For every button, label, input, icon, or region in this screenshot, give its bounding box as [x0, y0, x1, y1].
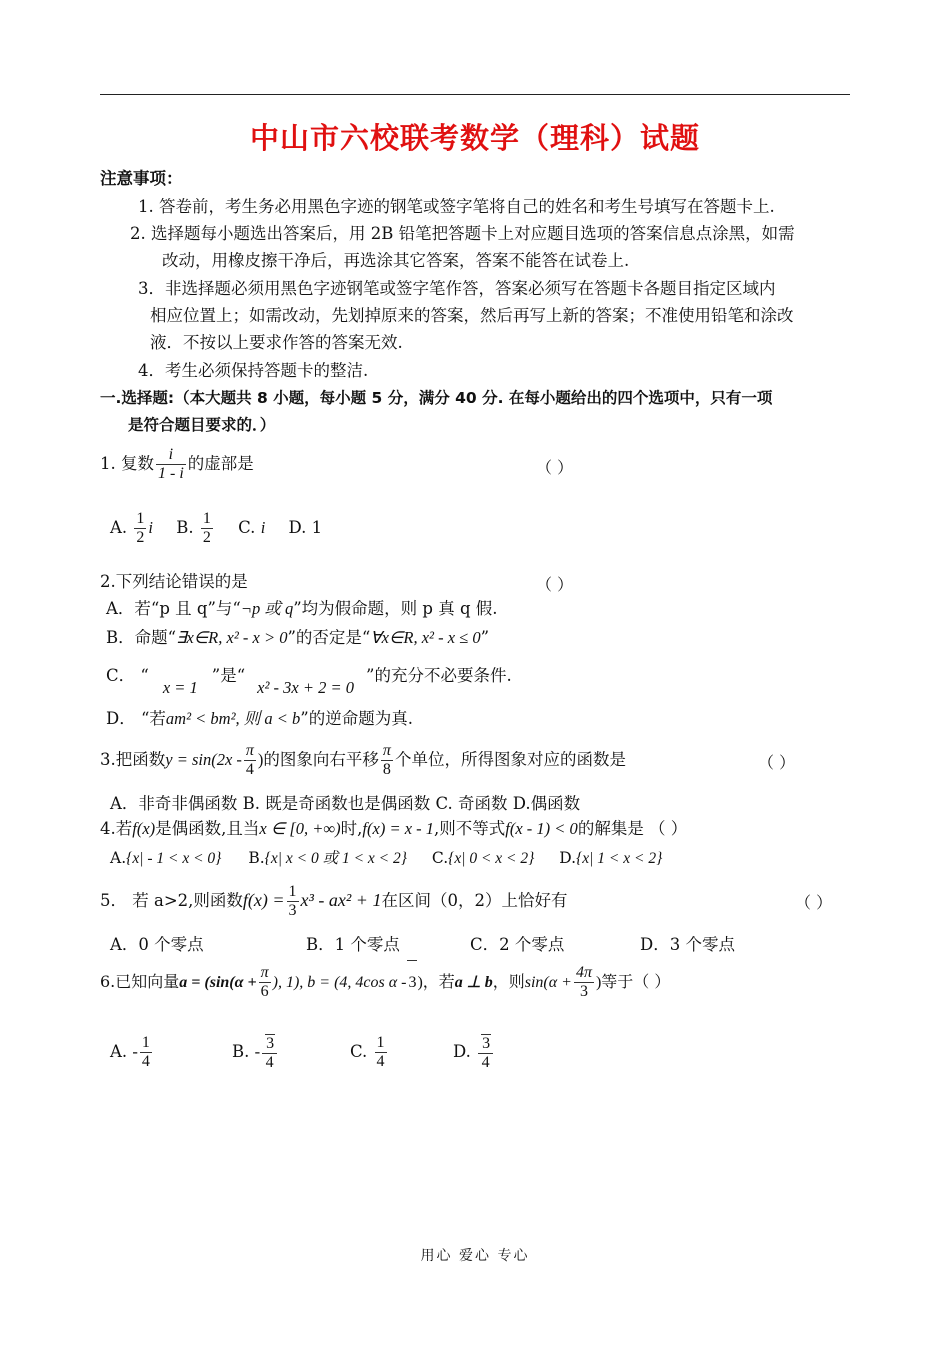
q6-option-b — [232, 1030, 279, 1074]
q4-stem-m3: f(x) = x - 1 — [362, 819, 435, 838]
q2-option-c — [106, 658, 512, 697]
q6-opt-d-label: D. — [453, 1042, 471, 1061]
q2-d-pre: D． “若 — [106, 709, 166, 728]
q6-frac1-num: π — [260, 964, 269, 981]
q3-frac1-num: π — [245, 742, 254, 759]
q6-opt-b-num: 3 — [266, 1034, 275, 1052]
q5-func-post: x³ - ax² + 1 — [300, 890, 382, 910]
q6-opt-d-frac — [478, 1034, 493, 1072]
q5-option-c: C．2 个零点 — [470, 935, 565, 954]
q2-b-pre: B．命题“ — [106, 628, 177, 647]
notice-item-3-cont: 相应位置上；如需改动，先划掉原来的答案，然后再写上新的答案；不准使用铅笔和涂改 — [150, 306, 794, 325]
q4-opt-b-math: {x| x < 0 或 1 < x < 2} — [264, 850, 407, 867]
q6-opt-d-den: 4 — [478, 1053, 493, 1072]
q1-fraction — [156, 446, 186, 483]
q2-b-math2: ∀x∈R, x² - x ≤ 0 — [370, 628, 481, 647]
q6-opt-b-label: B. — [232, 1042, 250, 1061]
page-footer: 用心 爱心 专心 — [420, 1248, 530, 1264]
q5-suffix: 在区间（0，2）上恰好有 — [381, 891, 568, 910]
q5-func-pre: f(x) = — [242, 890, 285, 910]
q4-stem-mid1: 是偶函数,且当 — [155, 819, 260, 838]
notice-heading: 注意事项： — [100, 169, 183, 188]
q3-frac2 — [381, 742, 393, 779]
q2-c-post: ”的充分不必要条件. — [366, 666, 512, 685]
notice-item-3-cont2: 液．不按以上要求作答的答案无效. — [150, 333, 403, 352]
q6-opt-c-frac — [375, 1034, 387, 1071]
q2-a-post: ”均为假命题，则 p 真 q 假. — [293, 599, 498, 618]
q1-opt-c-value: i — [260, 518, 266, 537]
q6-mid: ，若 — [422, 972, 455, 991]
q4-stem-m1: f(x) — [132, 819, 156, 838]
q6-prefix: 6.已知向量 — [100, 972, 180, 991]
q5-frac — [287, 883, 299, 920]
q6-perp: a ⊥ b — [454, 974, 493, 991]
q6-vec-a-pre: a = (sin(α + — [179, 974, 257, 991]
q6-opt-a-label: A. — [110, 1042, 128, 1061]
q1-opt-c-label: C. — [238, 518, 256, 537]
q4-opt-c-label: C. — [431, 849, 449, 867]
q6-opt-b-den: 4 — [262, 1053, 277, 1072]
q1-suffix: 的虚部是 — [187, 454, 254, 473]
q2-option-d — [106, 708, 413, 730]
question-2: 2.下列结论错误的是 — [100, 572, 248, 591]
q6-opt-a-sign: - — [132, 1042, 138, 1061]
q1-opt-a-tail: i — [148, 518, 154, 537]
q3-func-pre: y = sin(2x - — [165, 750, 242, 769]
q4-opt-a-math: {x| - 1 < x < 0} — [126, 850, 222, 867]
q6-suffix: 等于（ ） — [601, 972, 671, 991]
q6-opt-b-sign: - — [254, 1042, 261, 1061]
notice-item-4: 4．考生必须保持答题卡的整洁. — [138, 361, 369, 380]
q3-frac1-den: 4 — [244, 760, 256, 779]
q6-opt-a-frac — [140, 1034, 152, 1071]
q6-expr-pre: sin(α + — [524, 974, 572, 991]
q2-answer-paren: （ ） — [536, 575, 574, 594]
q1-opt-b-frac — [201, 510, 213, 547]
q4-stem-post: 的解集是 （ ） — [577, 819, 688, 838]
question-6 — [100, 960, 670, 1005]
q5-option-a: A．0 个零点 — [110, 935, 204, 954]
q2-c-pre: C． “ — [106, 666, 149, 685]
page-title: 中山市六校联考数学（理科）试题 — [249, 121, 700, 155]
q1-opt-b-den: 2 — [202, 529, 211, 546]
q6-vec-a-post: ), 1), b = (4, 4cos α - — [272, 974, 407, 991]
q1-options — [110, 508, 322, 548]
question-1 — [100, 444, 254, 484]
q6-option-a — [110, 1030, 154, 1074]
q2-c-mid: ”是“ — [211, 666, 246, 685]
q6-opt-c-den: 4 — [376, 1053, 385, 1070]
q6-frac1-den: 6 — [259, 982, 271, 1001]
q6-opt-a-num: 1 — [141, 1034, 150, 1051]
q4-stem-pre: 4.若 — [100, 819, 133, 838]
q5-prefix: 5． 若 a>2,则函数 — [100, 891, 243, 910]
q3-suffix: 个单位，所得图象对应的函数是 — [394, 750, 626, 769]
question-3 — [100, 738, 626, 782]
q4-stem-m2: x ∈ [0, +∞) — [259, 819, 341, 838]
q2-a-pre: A．若“p 且 q”与“ — [106, 599, 241, 618]
q5-answer-paren: （ ） — [795, 893, 833, 912]
q5-option-d: D．3 个零点 — [640, 935, 735, 954]
q4-opt-b-label: B. — [248, 849, 265, 867]
q3-options: A．非奇非偶函数 B. 既是奇函数也是偶函数 C. 奇函数 D.偶函数 — [110, 794, 581, 813]
q4-opt-c-math: {x| 0 < x < 2} — [448, 850, 535, 867]
q6-frac2 — [574, 964, 594, 1001]
q6-opt-a-den: 4 — [141, 1053, 150, 1070]
q2-a-math: ¬p 或 q — [240, 599, 294, 618]
q1-prefix: 1. 复数 — [100, 454, 154, 473]
q1-frac-den: 1 - i — [158, 465, 184, 482]
q6-opt-b-frac — [262, 1034, 277, 1072]
q6-frac1 — [259, 964, 271, 1001]
question-4 — [100, 818, 687, 840]
q6-frac2-num: 4π — [575, 964, 592, 981]
notice-item-3: 3．非选择题必须用黑色字迹钢笔或签字笔作答，答案必须写在答题卡各题目指定区域内 — [138, 279, 776, 298]
q2-b-post: ” — [480, 628, 490, 647]
q3-frac2-den: 8 — [381, 760, 393, 779]
q2-option-a — [106, 598, 498, 620]
q2-c-math2: x² - 3x + 2 = 0 — [257, 678, 355, 697]
q6-vec-b-post: ) — [417, 974, 423, 991]
q6-opt-c-label: C. — [350, 1042, 368, 1061]
q1-answer-paren: （ ） — [536, 458, 574, 477]
q6-opt-c-num: 1 — [376, 1034, 385, 1051]
q1-opt-d: D. 1 — [288, 518, 323, 537]
notice-item-2: 2. 选择题每小题选出答案后，用 2B 铅笔把答题卡上对应题目选项的答案信息点涂黑，如需 — [130, 224, 795, 243]
q4-opt-d-math: {x| 1 < x < 2} — [576, 850, 663, 867]
q3-frac2-num: π — [382, 742, 391, 759]
q2-b-mid: ”的否定是“ — [287, 628, 371, 647]
q3-func-post: ) — [257, 750, 264, 769]
q4-stem-mid2: 时, — [340, 819, 363, 838]
q1-opt-a-label: A. — [110, 518, 128, 537]
q1-opt-a-den: 2 — [136, 529, 145, 546]
q6-sqrt: 3 — [407, 960, 417, 1005]
q6-frac2-den: 3 — [574, 982, 594, 1001]
q6-option-c — [350, 1030, 389, 1074]
q6-opt-d-num: 3 — [482, 1034, 491, 1052]
q2-b-math1: ∃x∈R, x² - x > 0 — [176, 628, 288, 647]
q4-opt-d-label: D. — [559, 849, 577, 867]
q3-answer-paren: （ ） — [758, 753, 796, 772]
q6-mid2: ，则 — [492, 972, 525, 991]
q5-frac-den: 3 — [288, 902, 297, 919]
header-rule — [100, 94, 850, 95]
q1-opt-a-frac — [134, 510, 146, 547]
q4-opt-a-label: A. — [110, 849, 127, 867]
q1-opt-b-label: B. — [176, 518, 194, 537]
q2-c-math1: x = 1 — [162, 678, 198, 697]
q1-opt-a-num: 1 — [136, 510, 145, 527]
q5-frac-num: 1 — [288, 883, 297, 900]
q2-d-math: am² < bm², 则 a < b — [165, 709, 301, 728]
question-5 — [100, 878, 567, 923]
q1-opt-b-num: 1 — [202, 510, 211, 527]
q1-frac-num: i — [168, 446, 174, 463]
q2-option-b — [106, 627, 489, 649]
section-heading-cont: 是符合题目要求的．） — [128, 416, 276, 434]
q6-option-d — [453, 1030, 495, 1074]
section-heading: 一.选择题:（本大题共 8 小题，每小题 5 分，满分 40 分. 在每小题给出的四个选项中，只有一项 — [100, 389, 773, 407]
q2-d-post: ”的逆命题为真. — [300, 709, 413, 728]
notice-item-1: 1. 答卷前，考生务必用黑色字迹的钢笔或签字笔将自己的姓名和考生号填写在答题卡上. — [138, 197, 775, 216]
q3-frac1 — [244, 742, 256, 779]
q6-expr-post: ) — [595, 974, 602, 991]
q4-stem-m4: f(x - 1) < 0 — [505, 819, 578, 838]
q5-option-b: B．1 个零点 — [306, 935, 400, 954]
q3-mid: 的图象向右平移 — [263, 750, 379, 769]
notice-item-2-cont: 改动，用橡皮擦干净后，再选涂其它答案，答案不能答在试卷上. — [162, 251, 630, 270]
q3-prefix: 3.把函数 — [100, 750, 166, 769]
q4-options — [110, 847, 662, 870]
q4-stem-mid3: ,则不等式 — [434, 819, 506, 838]
